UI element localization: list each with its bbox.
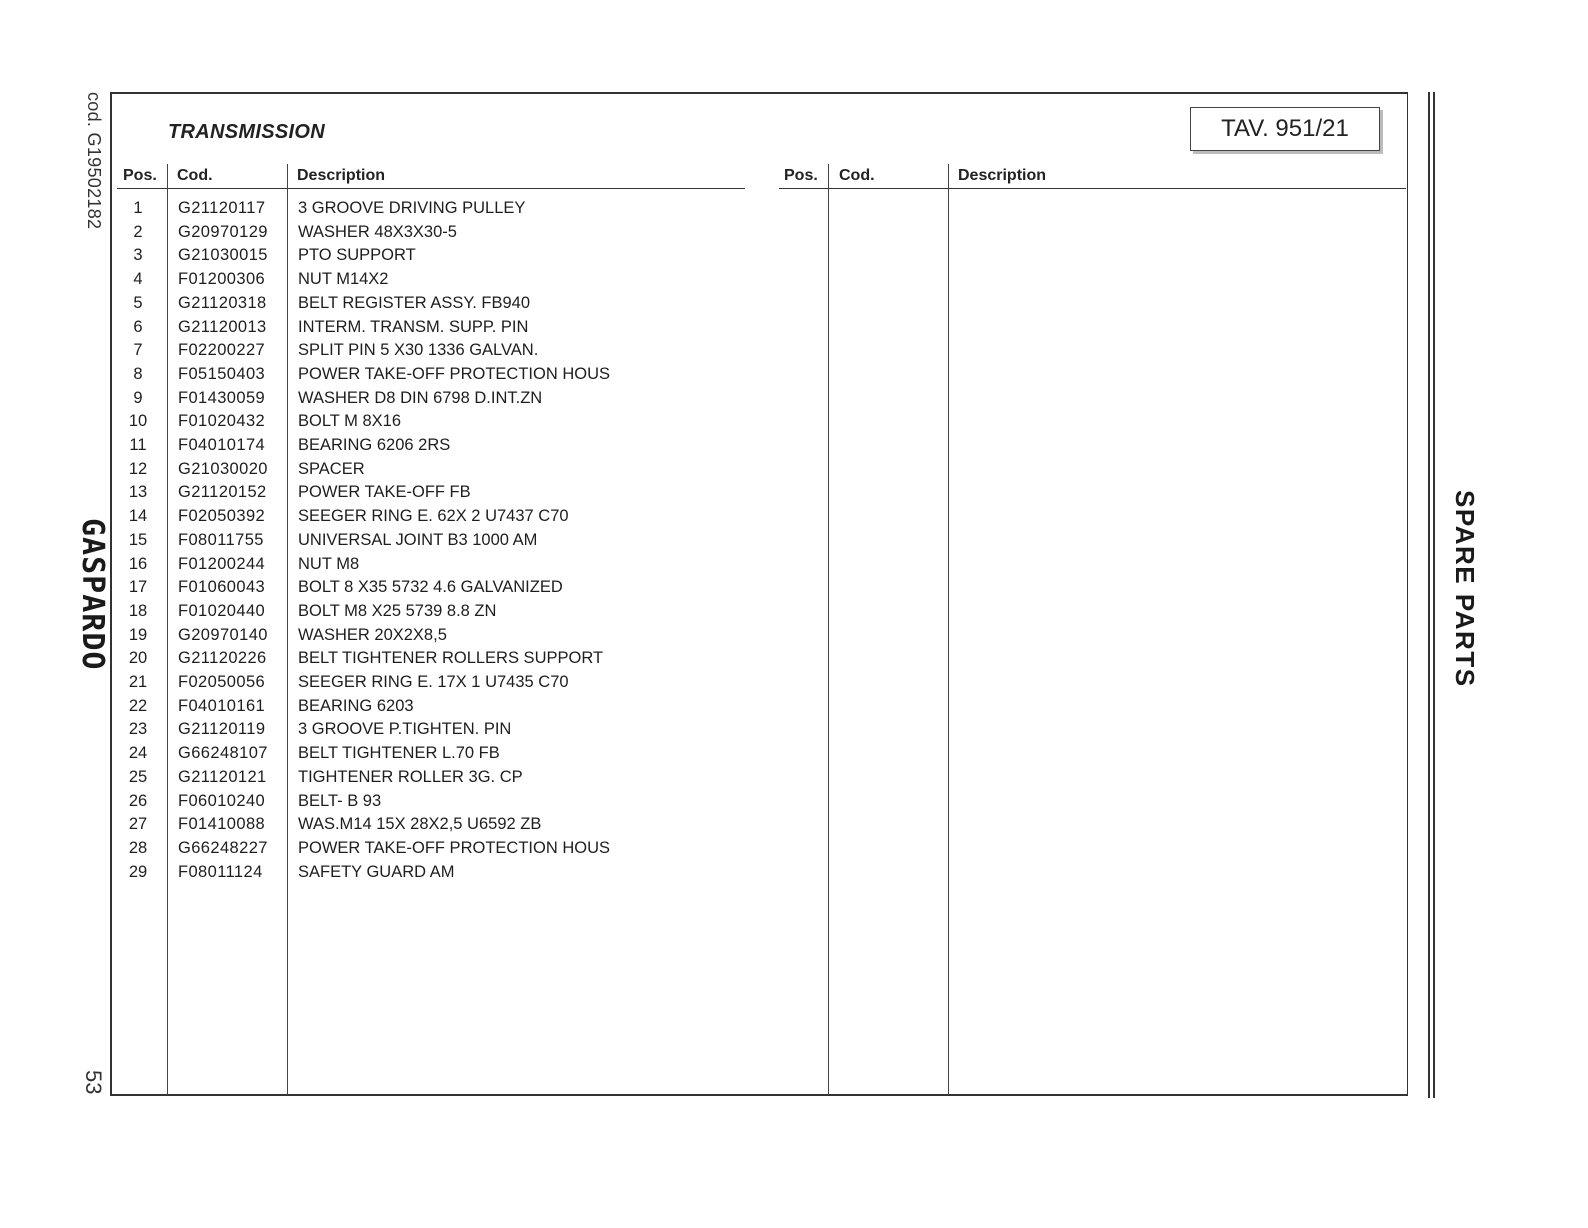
column-divider-cod-desc-right (948, 164, 949, 1095)
column-divider-pos-cod-right (828, 164, 829, 1095)
table-row: 14 F02050392 SEEGER RING E. 62X 2 U7437 C70 (128, 507, 569, 526)
table-row: 18 F01020440 BOLT M8 X25 5739 8.8 ZN (128, 601, 497, 620)
table-row: 16 F01200244 NUT M8 (128, 554, 360, 573)
table-row: 6 G21120013 INTERM. TRANSM. SUPP. PIN (133, 317, 529, 336)
table-row: 15 F08011755 UNIVERSAL JOINT B3 1000 AM (128, 530, 538, 549)
document-code: cod. G19502182 (84, 92, 104, 230)
double-divider (1428, 92, 1435, 1098)
table-reference: TAV. 951/21 (1190, 107, 1380, 151)
table-row: 25 G21120121 TIGHTENER ROLLER 3G. CP (128, 767, 523, 786)
table-row: 3 G21030015 PTO SUPPORT (133, 246, 416, 265)
table-row: 29 F08011124 SAFETY GUARD AM (128, 862, 455, 881)
table-row: 28 G66248227 POWER TAKE-OFF PROTECTION HOUS (128, 838, 610, 857)
page-number: 53 (81, 1070, 106, 1095)
header-pos-right: Pos. (784, 167, 818, 184)
table-row: 22 F04010161 BEARING 6203 (128, 696, 414, 715)
table-row: 9 F01430059 WASHER D8 DIN 6798 D.INT.ZN (133, 388, 543, 407)
table-row: 23 G21120119 3 GROOVE P.TIGHTEN. PIN (128, 720, 512, 739)
table-row: 4 F01200306 NUT M14X2 (133, 270, 389, 289)
table-row: 27 F01410088 WAS.M14 15X 28X2,5 U6592 ZB (128, 815, 542, 834)
table-row: 12 G21030020 SPACER (128, 459, 365, 478)
table-row: 8 F05150403 POWER TAKE-OFF PROTECTION HOUS (133, 364, 610, 383)
header-description-right: Description (958, 167, 1047, 184)
page-title: TRANSMISSION (168, 121, 325, 143)
section-label: SPARE PARTS (1450, 490, 1480, 688)
table-row: 20 G21120226 BELT TIGHTENER ROLLERS SUPPORT (128, 649, 604, 668)
header-description-left: Description (297, 167, 386, 184)
table-row: 1 G21120117 3 GROOVE DRIVING PULLEY (133, 199, 526, 217)
table-row: 11 F04010174 BEARING 6206 2RS (129, 436, 451, 454)
table-row: 26 F06010240 BELT- B 93 (128, 791, 382, 810)
table-row: 17 F01060043 BOLT 8 X35 5732 4.6 GALVANIZED (128, 578, 563, 597)
header-cod-left: Cod. (177, 167, 213, 184)
header-rule-right (779, 188, 1406, 189)
table-row: 2 G20970129 WASHER 48X3X30-5 (133, 222, 457, 241)
header-pos-left: Pos. (123, 167, 157, 184)
table-row: 19 G20970140 WASHER 20X2X8,5 (128, 625, 447, 644)
table-row: 5 G21120318 BELT REGISTER ASSY. FB940 (133, 293, 531, 312)
header-rule-left (117, 188, 745, 189)
table-row: 10 F01020432 BOLT M 8X16 (128, 412, 402, 431)
table-row: 24 G66248107 BELT TIGHTENER L.70 FB (128, 744, 500, 763)
table-row: 7 F02200227 SPLIT PIN 5 X30 1336 GALVAN. (133, 341, 539, 360)
header-cod-right: Cod. (839, 167, 875, 184)
table-row: 13 G21120152 POWER TAKE-OFF FB (128, 483, 471, 502)
brand-logo: GASPARDO (75, 518, 110, 671)
table-row: 21 F02050056 SEEGER RING E. 17X 1 U7435 C70 (128, 673, 569, 691)
